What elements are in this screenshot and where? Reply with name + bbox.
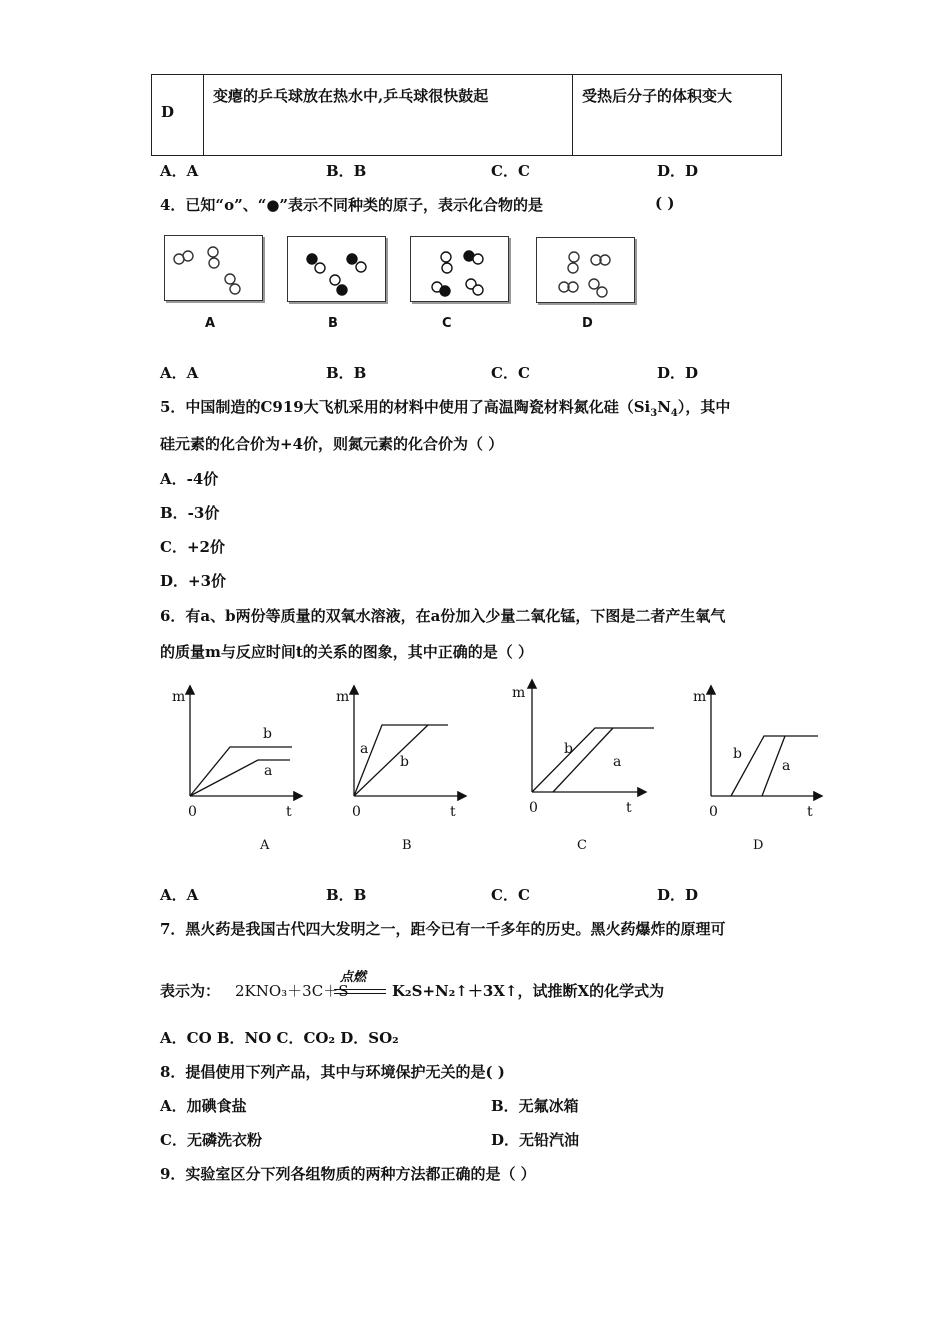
molecule-box-a [164, 235, 263, 301]
molecule-label-c: C [442, 316, 452, 331]
molecule-diagram-d [537, 238, 636, 304]
graph-a-origin: 0 [188, 804, 197, 820]
graph-b-line-b [354, 725, 428, 796]
graph-d-t-label: t [807, 804, 813, 820]
graph-b-origin: 0 [352, 804, 361, 820]
q3-option-a: A．A [160, 162, 199, 180]
graph-c-t-label: t [626, 800, 632, 816]
graph-a-line-b [190, 747, 292, 796]
graph-a-t-label: t [286, 804, 292, 820]
q6-stem-line1: 6．有a、b两份等质量的双氧水溶液，在a份加入少量二氧化锰，下图是二者产生氧气 [160, 607, 726, 625]
q5-option-b: B．-3价 [160, 504, 220, 522]
graph-c-origin: 0 [529, 800, 538, 816]
graph-d-line-b [731, 736, 818, 796]
graph-d-b-label: b [733, 746, 742, 762]
q8-option-b: B．无氟冰箱 [491, 1097, 579, 1115]
graph-b-t-label: t [450, 804, 456, 820]
molecule-box-b [287, 236, 386, 302]
graph-a-b-label: b [263, 726, 272, 742]
q4-option-d: D．D [657, 364, 699, 382]
q5-option-a: A．-4价 [160, 470, 219, 488]
table-explanation-text: 受热后分子的体积变大 [582, 87, 733, 105]
graph-c-m-label: m [512, 685, 526, 701]
graph-d-m-label: m [693, 689, 707, 705]
q6-option-a: A．A [160, 886, 199, 904]
q4-paren: ( ) [655, 194, 675, 212]
q5-line1-text: 5．中国制造的C919大飞机采用的材料中使用了高温陶瓷材料氮化硅（Si [160, 398, 651, 416]
molecule-label-d: D [582, 316, 593, 331]
molecule-diagram-b [288, 237, 387, 303]
graph-b-m-label: m [336, 689, 350, 705]
graph-c-a-label: a [613, 754, 622, 770]
graph-c-caption: C [577, 838, 587, 853]
graph-b-b-label: b [400, 754, 409, 770]
q4-stem: 4．已知“o”、“●”表示不同种类的原子，表示化合物的是 [160, 196, 544, 214]
table-cell-label [152, 75, 204, 155]
q7-equals-line-bottom [334, 993, 386, 994]
graph-a-m-label: m [172, 689, 186, 705]
molecule-diagram-c [411, 237, 510, 303]
q6-graphs [160, 675, 840, 860]
q5-sub-si: 3 [650, 408, 658, 419]
molecule-box-c [410, 236, 509, 302]
q8-option-c: C．无磷洗衣粉 [160, 1131, 262, 1149]
q6-option-d: D．D [657, 886, 699, 904]
q8-option-d: D．无铅汽油 [491, 1131, 580, 1149]
q9-stem: 9．实验室区分下列各组物质的两种方法都正确的是（ ） [160, 1165, 536, 1183]
molecule-label-a: A [205, 316, 216, 331]
q6-stem-line2: 的质量m与反应时间t的关系的图象，其中正确的是（ ） [160, 643, 534, 661]
q5-n-symbol: N [657, 398, 671, 416]
graph-c-line-b [532, 728, 654, 792]
q5-stem-line1 [160, 396, 730, 419]
q4-option-b: B．B [326, 364, 367, 382]
table-row-label: D [161, 103, 175, 121]
q3-option-b: B．B [326, 162, 367, 180]
table-phenomenon-text: 变瘪的乒乓球放在热水中,乒乓球很快鼓起 [213, 87, 489, 105]
graph-c-b-label: b [564, 741, 573, 757]
molecule-box-d [536, 237, 635, 303]
q7-equals-line-top [334, 989, 386, 990]
q7-equation-left: 2KNO₃＋3C＋S [235, 982, 349, 1000]
q6-option-c: C．C [491, 886, 530, 904]
graph-a-caption: A [260, 838, 270, 853]
graph-c-line-a [553, 728, 613, 792]
q7-reaction-condition: 点燃 [340, 970, 367, 985]
q5-option-d: D．+3价 [160, 572, 227, 590]
graph-b-a-label: a [360, 741, 369, 757]
q5-stem-line2: 硅元素的化合价为+4价，则氮元素的化合价为（ ） [160, 435, 504, 453]
q7-options: A．CO B．NO C．CO₂ D．SO₂ [160, 1029, 399, 1047]
q7-prefix: 表示为： [160, 982, 221, 1000]
graph-d-caption: D [753, 838, 764, 853]
q5-sub-n: 4 [670, 408, 678, 419]
q5-line1-end: ），其中 [677, 398, 731, 416]
q6-option-b: B．B [326, 886, 367, 904]
graph-d-origin: 0 [709, 804, 718, 820]
q8-stem: 8．提倡使用下列产品，其中与环境保护无关的是( ) [160, 1063, 505, 1081]
graph-b-caption: B [402, 838, 412, 853]
q7-stem-line1: 7．黑火药是我国古代四大发明之一，距今已有一千多年的历史。黑火药爆炸的原理可 [160, 920, 726, 938]
answer-table-row-d [151, 74, 782, 156]
q8-option-a: A．加碘食盐 [160, 1097, 247, 1115]
table-cell-phenomenon [204, 75, 573, 155]
q7-equation-right: K₂S+N₂↑＋3X↑，试推断X的化学式为 [392, 982, 665, 1000]
molecule-diagram-a [165, 236, 264, 302]
molecule-label-b: B [328, 316, 338, 331]
q3-option-d: D．D [657, 162, 699, 180]
q3-option-c: C．C [491, 162, 530, 180]
graph-a-a-label: a [264, 763, 273, 779]
graph-d-a-label: a [782, 758, 791, 774]
q4-option-c: C．C [491, 364, 530, 382]
q4-option-a: A．A [160, 364, 199, 382]
q5-option-c: C．+2价 [160, 538, 225, 556]
